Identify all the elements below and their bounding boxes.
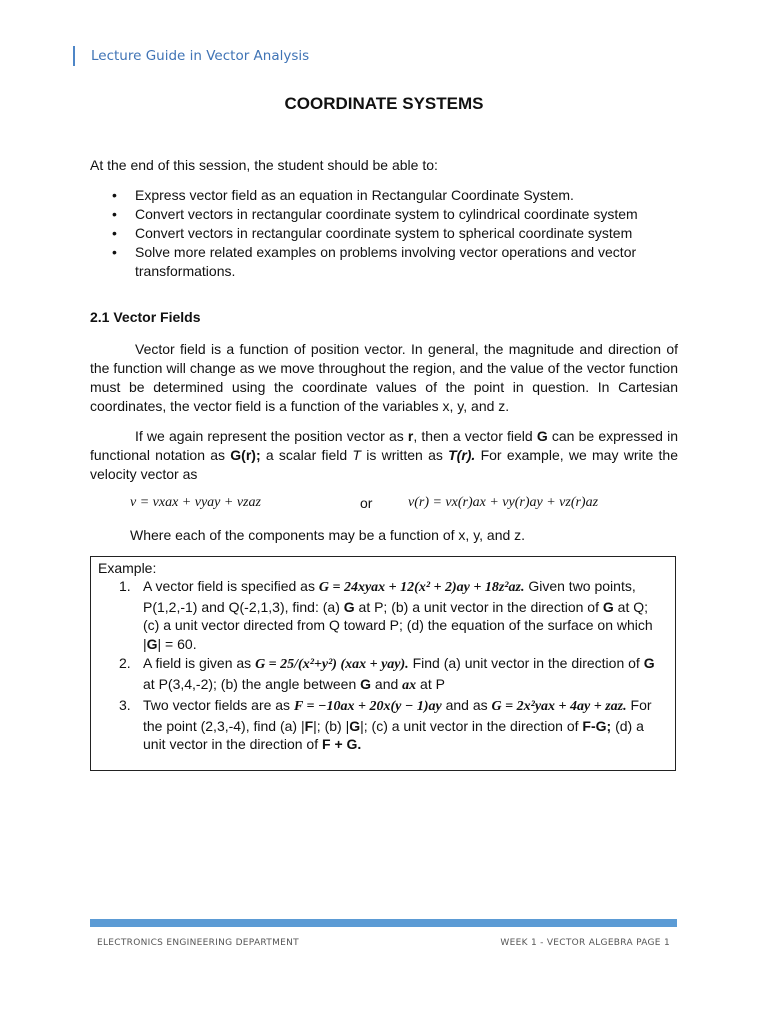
example-list xyxy=(91,577,661,755)
paragraph-vector-field: Vector field is a function of position vector. In general, the magnitude and direction of the function will change as we move throughout the region, and the value of the vector function must be determined using the coordinate values of the point in question. In Cartesian coordinates, the vector field is a function of the variables x, y, and z. xyxy=(90,341,678,414)
page-header xyxy=(73,46,309,66)
objective-item: • Convert vectors in rectangular coordinate system to cylindrical coordinate system xyxy=(90,205,678,224)
example-item: 1. A vector field is specified as G = 24xyax + 12(x² + 2)ay + 18z²az. Given two points, P(1,2,-1) and Q(-2,1,3), find: (a) G at P; (b) a unit vector in the direction of G at Q; (c) a unit vector directed from Q toward P; (d) the equation of the surface on which |G| = 60. xyxy=(119,578,653,652)
paragraph-notation: If we again represent the position vector as r, then a vector field G can be expressed in functional notation as G(r); a scalar field T is written as T(r). For example, we may write the velocity vector as xyxy=(90,428,678,482)
header-text: Lecture Guide in Vector Analysis xyxy=(91,48,310,64)
section-heading: 2.1 Vector Fields xyxy=(90,309,201,325)
footer-page-info: WEEK 1 - VECTOR ALGEBRA PAGE 1 xyxy=(500,938,670,948)
page-title: COORDINATE SYSTEMS xyxy=(284,94,484,113)
or-text: or xyxy=(360,495,373,511)
objectives-list xyxy=(90,186,678,281)
footer-department: ELECTRONICS ENGINEERING DEPARTMENT xyxy=(97,938,299,948)
example-label: Example: xyxy=(98,560,157,576)
example-item: 3. Two vector fields are as F = −10ax + 20x(y − 1)ay and as G = 2x²yax + 4ay + zaz. For the point (2,3,-4), find (a) |F|; (b) |G|; (c) a unit vector in the direction of F-G; (d) a unit vector in the direction of F + G. xyxy=(119,697,652,752)
example-box xyxy=(90,556,676,771)
objective-item: • Express vector field as an equation in Rectangular Coordinate System. xyxy=(90,186,678,205)
velocity-equation: v = vxax + vyay + vzaz xyxy=(130,495,261,510)
objective-item: • Convert vectors in rectangular coordinate system to spherical coordinate system xyxy=(90,224,678,243)
intro-text: At the end of this session, the student should be able to: xyxy=(90,157,438,173)
components-note: Where each of the components may be a function of x, y, and z. xyxy=(130,527,526,543)
velocity-function-equation: v(r) = vx(r)ax + vy(r)ay + vz(r)az xyxy=(408,495,599,510)
objective-item: • Solve more related examples on problems involving vector operations and vector transformations. xyxy=(90,243,678,281)
velocity-equation-row xyxy=(90,495,678,515)
example-item: 2. A field is given as G = 25/(x²+y²) (xax + yay). Find (a) unit vector in the direction of G at P(3,4,-2); (b) the angle between G and ax at P xyxy=(119,655,655,693)
footer-bar xyxy=(90,919,677,927)
